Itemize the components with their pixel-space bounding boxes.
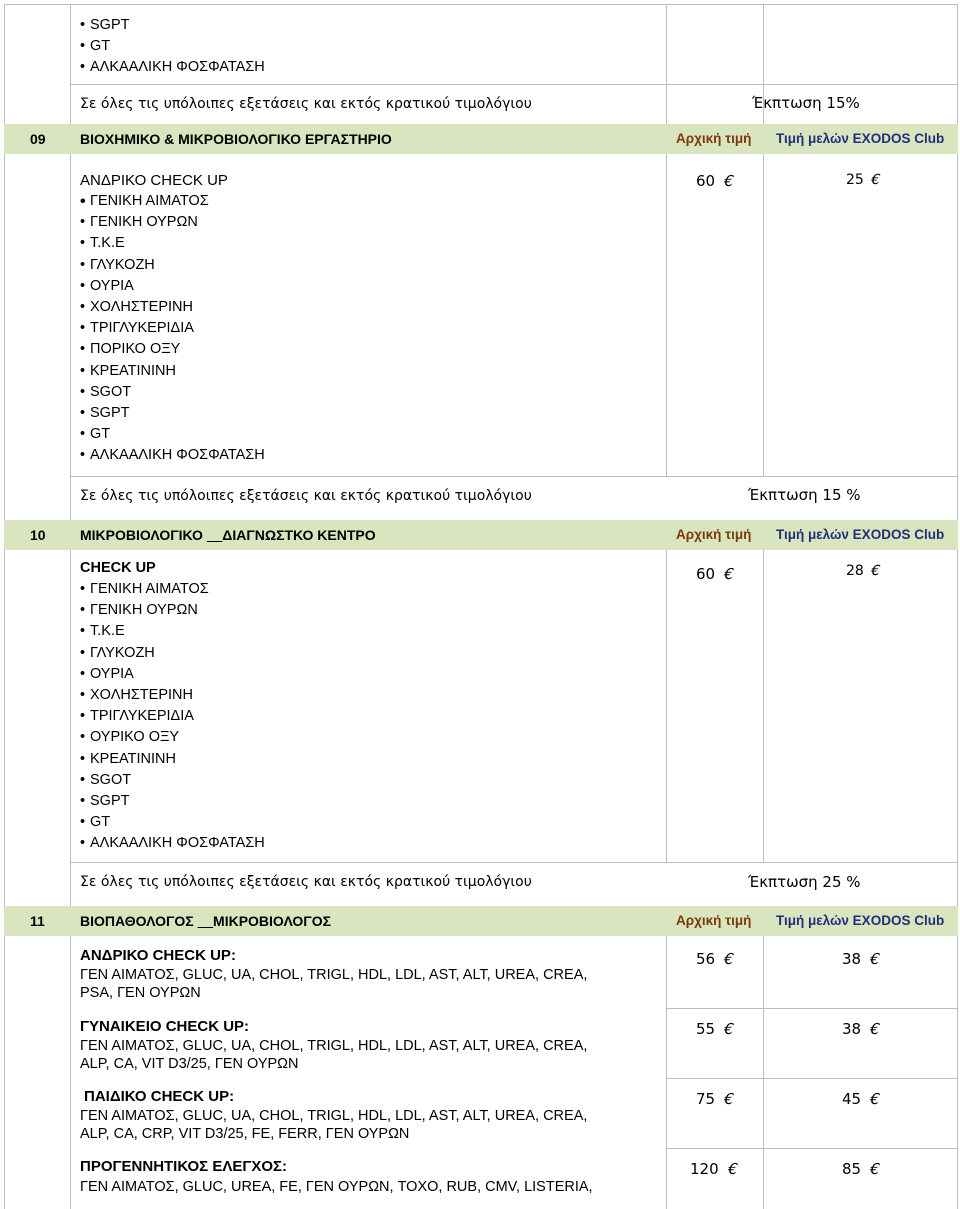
grid-line: [666, 550, 667, 862]
member-price: [846, 563, 880, 579]
list-item: • SGPT: [80, 15, 265, 36]
discount-text: Σε όλες τις υπόλοιπες εξετάσεις και εκτός κρατικού τιμολόγιου: [80, 96, 532, 112]
member-price-label: Τιμή μελών EXODOS Club: [776, 527, 945, 542]
euro-icon: €: [867, 950, 883, 968]
description-line: ΓΕΝ ΑΙΜΑΤΟΣ, GLUC, UA, CHOL, TRIGL, HDL, LDL, AST, ALT, UREA, CREA,: [80, 967, 588, 983]
discount-value: Έκπτωση 15 %: [748, 486, 861, 504]
list-item: • ΧΟΛΗΣΤΕΡΙΝΗ: [80, 297, 265, 318]
price-value: 25: [846, 172, 864, 188]
euro-icon: €: [721, 172, 737, 190]
euro-icon: €: [867, 1160, 883, 1178]
list-item: • ΑΛΚΑΑΛΙΚΗ ΦΟΣΦΑΤΑΣΗ: [80, 57, 265, 78]
list-item: • ΓΕΝΙΚΗ ΟΥΡΩΝ: [80, 212, 265, 233]
price-value: 60: [696, 565, 716, 583]
euro-icon: €: [867, 1020, 883, 1038]
euro-icon: €: [721, 950, 737, 968]
price-value: 56: [696, 950, 716, 968]
price-value: 60: [696, 172, 716, 190]
list-item: • ΤΡΙΓΛΥΚΕΡΙΔΙΑ: [80, 706, 265, 727]
list-item: • SGPT: [80, 403, 265, 424]
euro-icon: €: [721, 1090, 737, 1108]
description-line: ΓΕΝ ΑΙΜΑΤΟΣ, GLUC, UREA, FE, ΓΕΝ ΟΥΡΩΝ, TOXO, RUB, CMV, LISTERIA,: [80, 1179, 593, 1195]
list-item: • Τ.Κ.Ε: [80, 621, 265, 642]
section-header-11: [4, 906, 958, 936]
list-item: • ΓΛΥΚΟΖΗ: [80, 643, 265, 664]
member-price: [842, 1160, 883, 1178]
grid-line: [666, 4, 667, 124]
list-item: • ΑΛΚΑΑΛΙΚΗ ΦΟΣΦΑΤΑΣΗ: [80, 833, 265, 854]
list-item: • ΠΟΡΙΚΟ ΟΞΥ: [80, 339, 265, 360]
member-price: [842, 1090, 883, 1108]
discount-value: Έκπτωση 15%: [752, 94, 860, 112]
test-list: [80, 579, 265, 854]
grid-line: [957, 4, 958, 1209]
list-item: • ΓΛΥΚΟΖΗ: [80, 255, 265, 276]
package-title: CHECK UP: [80, 560, 156, 576]
grid-line: [4, 4, 5, 1209]
list-item: • ΚΡΕΑΤΙΝΙΝΗ: [80, 749, 265, 770]
discount-text: Σε όλες τις υπόλοιπες εξετάσεις και εκτός κρατικού τιμολόγιου: [80, 488, 532, 504]
original-price: [696, 950, 737, 968]
section-name: [80, 520, 376, 550]
original-price-label: Αρχική τιμή: [676, 913, 752, 928]
section-name-part: ΔΙΑΓΝΩΣΤΚΟ ΚΕΝΤΡΟ: [222, 527, 376, 543]
euro-icon: €: [725, 1160, 740, 1178]
description-line: ΓΕΝ ΑΙΜΑΤΟΣ, GLUC, UA, CHOL, TRIGL, HDL, LDL, AST, ALT, UREA, CREA,: [80, 1038, 588, 1054]
section-name: ΒΙΟΧΗΜΙΚΟ & ΜΙΚΡΟΒΙΟΛΟΓΙΚΟ ΕΡΓΑΣΤΗΡΙΟ: [80, 131, 392, 147]
package-description: [80, 1107, 587, 1143]
section-name-part: ΒΙΟΠΑΘΟΛΟΓΟΣ: [80, 913, 194, 929]
list-item: • ΓΕΝΙΚΗ ΑΙΜΑΤΟΣ: [80, 579, 265, 600]
grid-line: [70, 4, 71, 1209]
package-description: [80, 1178, 593, 1196]
list-item: • ΟΥΡΙΑ: [80, 276, 265, 297]
section-header-09: [4, 124, 958, 154]
package-title: ΓΥΝΑΙΚΕΙΟ CHECK UP:: [80, 1018, 250, 1035]
list-item: • ΧΟΛΗΣΤΕΡΙΝΗ: [80, 685, 265, 706]
grid-line: [666, 1008, 958, 1009]
list-item: • ΟΥΡΙΑ: [80, 664, 265, 685]
test-list: [80, 15, 265, 79]
original-price: [690, 1160, 740, 1178]
grid-line: [4, 4, 958, 5]
original-price: [696, 172, 737, 190]
euro-icon: €: [868, 172, 882, 188]
description-line: ALP, CA, CRP, VIT D3/25, FE, FERR, ΓΕΝ ΟΥΡΩΝ: [80, 1126, 410, 1142]
section-name-part: ΜΙΚΡΟΒΙΟΛΟΓΟΣ: [213, 913, 332, 929]
member-price: [842, 1020, 883, 1038]
discount-value: Έκπτωση 25 %: [748, 873, 861, 891]
section-name-part: ΜΙΚΡΟΒΙΟΛΟΓΙΚΟ: [80, 527, 203, 543]
member-price: [846, 172, 880, 188]
grid-line: [70, 862, 958, 863]
grid-line: [763, 936, 764, 1209]
list-item: • ΟΥΡΙΚΟ ΟΞΥ: [80, 727, 265, 748]
package-title: ΑΝΔΡΙΚΟ CHECK UP: [80, 172, 228, 189]
grid-line: [666, 1078, 958, 1079]
test-list: [80, 191, 265, 466]
grid-line: [763, 154, 764, 476]
price-value: 75: [696, 1090, 716, 1108]
grid-line: [70, 84, 958, 85]
description-line: PSA, ΓΕΝ ΟΥΡΩΝ: [80, 985, 201, 1001]
package-title: ΑΝΔΡΙΚΟ CHECK UP:: [80, 947, 236, 964]
list-item: • GT: [80, 36, 265, 57]
package-description: [80, 966, 587, 1002]
price-list-table: [4, 4, 958, 1209]
price-value: 28: [846, 563, 864, 579]
grid-line: [666, 936, 667, 1209]
price-value: 38: [842, 950, 862, 968]
list-item: • SGPT: [80, 791, 265, 812]
list-item: • SGOT: [80, 382, 265, 403]
list-item: • GT: [80, 424, 265, 445]
section-name-part: [207, 527, 223, 543]
list-item: • ΑΛΚΑΑΛΙΚΗ ΦΟΣΦΑΤΑΣΗ: [80, 445, 265, 466]
euro-icon: €: [721, 565, 737, 583]
description-line: ALP, CA, VIT D3/25, ΓΕΝ ΟΥΡΩΝ: [80, 1056, 299, 1072]
list-item: • ΤΡΙΓΛΥΚΕΡΙΔΙΑ: [80, 318, 265, 339]
discount-text: Σε όλες τις υπόλοιπες εξετάσεις και εκτός κρατικού τιμολόγιου: [80, 874, 532, 890]
euro-icon: €: [867, 1090, 883, 1108]
section-number: 11: [30, 913, 45, 929]
euro-icon: €: [868, 563, 882, 579]
package-title: ΠΡΟΓΕΝΝΗΤΙΚΟΣ ΕΛΕΓΧΟΣ:: [80, 1158, 288, 1175]
member-price-label: Τιμή μελών EXODOS Club: [776, 131, 945, 146]
section-name-part: [198, 913, 214, 929]
list-item: • SGOT: [80, 770, 265, 791]
description-line: ΓΕΝ ΑΙΜΑΤΟΣ, GLUC, UA, CHOL, TRIGL, HDL, LDL, AST, ALT, UREA, CREA,: [80, 1108, 588, 1124]
price-value: 55: [696, 1020, 716, 1038]
grid-line: [70, 476, 958, 477]
member-price: [842, 950, 883, 968]
price-value: 45: [842, 1090, 862, 1108]
list-item: • GT: [80, 812, 265, 833]
package-title: ΠΑΙΔΙΚΟ CHECK UP:: [84, 1088, 235, 1105]
original-price: [696, 1020, 737, 1038]
list-item: • ΓΕΝΙΚΗ ΟΥΡΩΝ: [80, 600, 265, 621]
original-price: [696, 1090, 737, 1108]
list-item: • ΓΕΝΙΚΗ ΑΙΜΑΤΟΣ: [80, 191, 265, 212]
price-value: 85: [842, 1160, 862, 1178]
list-item: • ΚΡΕΑΤΙΝΙΝΗ: [80, 361, 265, 382]
member-price-label: Τιμή μελών EXODOS Club: [776, 913, 945, 928]
euro-icon: €: [721, 1020, 737, 1038]
list-item: • Τ.Κ.Ε: [80, 233, 265, 254]
original-price-label: Αρχική τιμή: [676, 527, 752, 542]
section-name: [80, 906, 331, 936]
original-price: [696, 565, 737, 583]
package-description: [80, 1037, 587, 1073]
price-value: 120: [690, 1160, 719, 1178]
grid-line: [763, 550, 764, 862]
original-price-label: Αρχική τιμή: [676, 131, 752, 146]
grid-line: [666, 1148, 958, 1149]
section-number: 10: [30, 527, 46, 543]
section-number: 09: [30, 131, 46, 147]
grid-line: [666, 154, 667, 476]
section-header-10: [4, 520, 958, 550]
price-value: 38: [842, 1020, 862, 1038]
